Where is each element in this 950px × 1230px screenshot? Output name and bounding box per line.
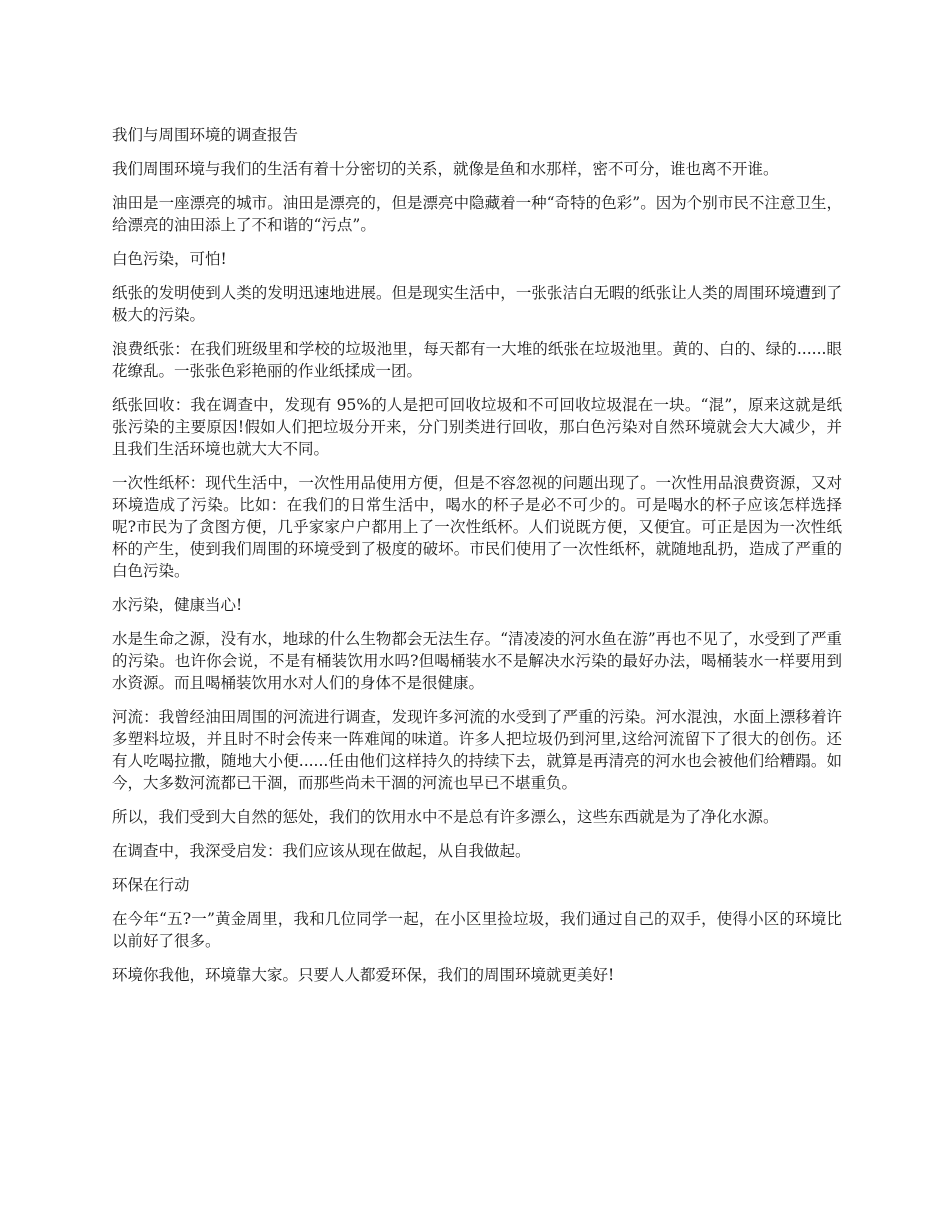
paragraph-rivers: 河流：我曾经油田周围的河流进行调查，发现许多河流的水受到了严重的污染。河水混浊，水面上漂移着许多塑料垃圾，并且时不时会传来一阵难闻的味道。许多人把垃圾仍到河里,这给河流留下了很大的创伤。还有人吃喝拉撒，随地大小便......任由他们这样持久的持续下去，就算是再清亮的河水也会被他们给糟蹋。如今，大多数河流都已干涸，而那些尚未干涸的河流也早已不堪重负。: [112, 708, 842, 792]
paragraph-disposable-cups: 一次性纸杯：现代生活中，一次性用品使用方便，但是不容忽视的问题出现了。一次性用品浪费资源，又对环境造成了污染。比如：在我们的日常生活中，喝水的杯子是必不可少的。可是喝水的杯子应该怎样选择呢?市民为了贪图方便，几乎家家户户都用上了一次性纸杯。人们说既方便，又便宜。可正是因为一次性纸杯的产生，使到我们周围的环境受到了极度的破坏。市民们使用了一次性纸杯，就随地乱扔，造成了严重的白色污染。: [112, 474, 842, 580]
paragraph-paper-recycling: 纸张回收：我在调查中，发现有 95%的人是把可回收垃圾和不可回收垃圾混在一块。“混”，原来这就是纸张污染的主要原因!假如人们把垃圾分开来，分门别类进行回收，那白色污染对自然环境就会大大减少，并且我们生活环境也就大大不同。: [112, 396, 842, 458]
paragraph-water: 水是生命之源，没有水，地球的什么生物都会无法生存。“清凌凌的河水鱼在游”再也不见了，水受到了严重的污染。也许你会说，不是有桶装饮用水吗?但喝桶装水不是解决水污染的最好办法，喝桶装水一样要用到水资源。而且喝桶装饮用水对人们的身体不是很健康。: [112, 630, 842, 692]
paragraph-city: 油田是一座漂亮的城市。油田是漂亮的，但是漂亮中隐藏着一种“奇特的色彩”。因为个别市民不注意卫生，给漂亮的油田添上了不和谐的“污点”。: [112, 194, 842, 234]
paragraph-conclusion: 环境你我他，环境靠大家。只要人人都爱环保，我们的周围环境就更美好!: [112, 966, 615, 984]
paragraph-intro: 我们周围环境与我们的生活有着十分密切的关系，就像是鱼和水那样，密不可分，谁也离不开谁。: [112, 160, 779, 178]
document-page: [112, 124, 842, 998]
paragraph-consequence: 所以，我们受到大自然的惩处，我们的饮用水中不是总有许多漂么，这些东西就是为了净化水源。: [112, 808, 779, 826]
section-heading-action: 环保在行动: [112, 876, 190, 894]
section-heading-water-pollution: 水污染，健康当心!: [112, 596, 243, 614]
document-title: 我们与周围环境的调查报告: [112, 126, 299, 144]
section-heading-white-pollution: 白色污染，可怕!: [112, 250, 227, 268]
paragraph-paper: 纸张的发明使到人类的发明迅速地进展。但是现实生活中，一张张洁白无暇的纸张让人类的周围环境遭到了极大的污染。: [112, 284, 842, 324]
paragraph-action: 在今年“五?一”黄金周里，我和几位同学一起，在小区里捡垃圾，我们通过自己的双手，使得小区的环境比以前好了很多。: [112, 910, 842, 950]
paragraph-paper-waste: 浪费纸张：在我们班级里和学校的垃圾池里，每天都有一大堆的纸张在垃圾池里。黄的、白的、绿的......眼花缭乱。一张张色彩艳丽的作业纸揉成一团。: [112, 340, 842, 380]
paragraph-inspiration: 在调查中，我深受启发：我们应该从现在做起，从自我做起。: [112, 842, 531, 860]
